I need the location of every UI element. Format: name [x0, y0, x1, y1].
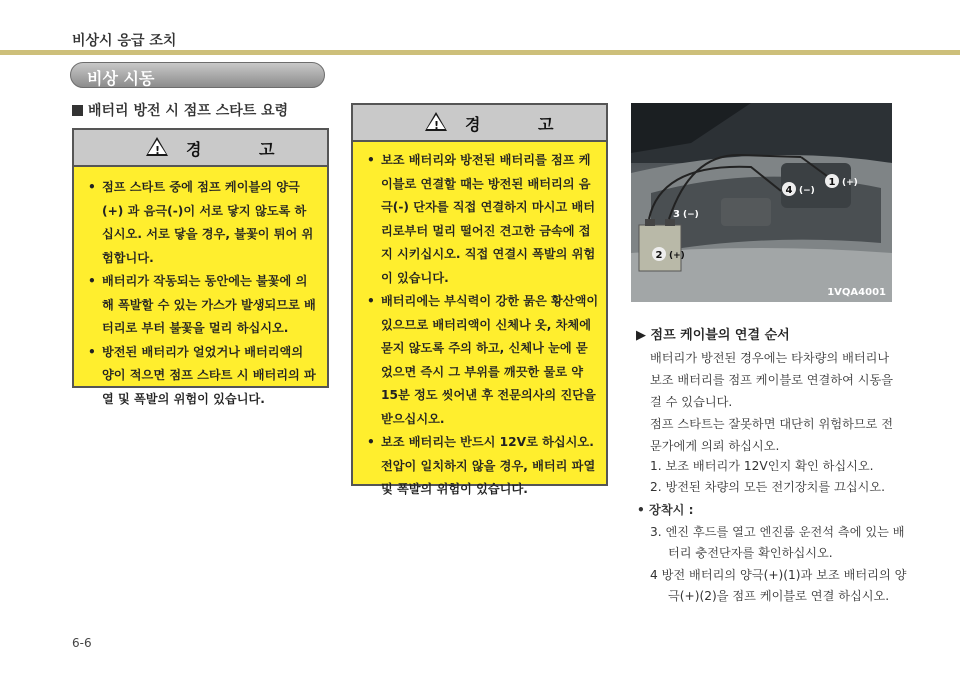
- section-title: 비상 시동: [87, 69, 155, 88]
- warning-triangle-icon: !: [146, 137, 168, 156]
- figure-label-1-sign: (+): [842, 178, 858, 188]
- procedure-title: [636, 324, 790, 343]
- engine-bay-illustration: [631, 103, 892, 302]
- subheading-text: 배터리 방전 시 점프 스타트 요령: [88, 103, 289, 119]
- top-bar-rule: [0, 50, 960, 55]
- figure-label-2-sign: (+): [669, 251, 685, 261]
- figure-label-4-sign: (−): [799, 186, 815, 196]
- step-text: 방전 배터리의 양극(+)(1)과 보조 배터리의 양극(+)(2)을 점프 케이블로 연결 하십시오.: [661, 568, 907, 603]
- list-item: • 방전된 배터리가 얼었거나 배터리액의 양이 적으면 점프 스타트 시 배터리의 파열 및 폭발의 위험이 있습니다.: [88, 341, 318, 412]
- warning-box-2: [351, 103, 608, 496]
- square-bullet-icon: [72, 105, 83, 116]
- step-text: 엔진 후드를 열고 엔진룸 운전석 측에 있는 배터리 충전단자를 확인하십시오.: [665, 525, 905, 560]
- step-1: [650, 456, 900, 477]
- warning-triangle-icon: !: [425, 112, 447, 131]
- jump-start-photo: [631, 103, 892, 302]
- step-2: [650, 477, 900, 498]
- warning-header: [74, 130, 327, 167]
- warning-header: [353, 105, 606, 142]
- step-text: 보조 배터리가 12V인지 확인 하십시오.: [665, 459, 874, 473]
- step-text: 방전된 차량의 모든 전기장치를 끄십시오.: [665, 480, 886, 494]
- figure-label-3-sign: (−): [683, 210, 699, 220]
- procedure-title-text: 점프 케이블의 연결 순서: [650, 328, 790, 343]
- step-number: 2.: [650, 480, 662, 494]
- warning-list-2: [367, 149, 599, 502]
- list-item: • 보조 배터리는 반드시 12V로 하십시오. 전압이 일치하지 않을 경우, 배터리 파열 및 폭발의 위험이 있습니다.: [367, 431, 599, 502]
- warning-list-1: [88, 176, 318, 411]
- chapter-title: 비상시 응급 조치: [72, 33, 177, 49]
- subheading: [72, 100, 288, 120]
- warning-box-1: [72, 128, 329, 406]
- list-item: • 배터리가 작동되는 동안에는 불꽃에 의해 폭발할 수 있는 가스가 발생되므로 배터리로 부터 불꽃을 멀리 하십시오.: [88, 270, 318, 341]
- figure-label-3-number: 3: [673, 209, 680, 220]
- list-item: • 배터리에는 부식력이 강한 묽은 황산액이 있으므로 배터리액이 신체나 옷, 차체에 묻지 않도록 주의 하고, 신체나 눈에 묻었으면 즉시 그 부위를 깨끗한 물로 약 15분 정도 씻어낸 후 전문의사의 진단을 받으십시오.: [367, 290, 599, 431]
- step-number: 4: [650, 568, 658, 582]
- list-item: • 점프 스타트 중에 점프 케이블의 양극(+) 과 음극(-)이 서로 닿지 않도록 하십시오. 서로 닿을 경우, 불꽃이 튀어 위험합니다.: [88, 176, 318, 270]
- step-number: 1.: [650, 459, 662, 473]
- step-number: 3.: [650, 525, 662, 539]
- section-pill: [70, 62, 325, 88]
- step-4: [650, 565, 913, 607]
- procedure-paragraph-2: 점프 스타트는 잘못하면 대단히 위험하므로 전문가에게 의뢰 하십시오.: [650, 417, 894, 453]
- install-label: • 장착시 :: [637, 503, 694, 517]
- figure-label-1-number: 1: [828, 177, 836, 188]
- install-label-text: 장착시 :: [649, 503, 694, 517]
- figure-label-4-number: 4: [785, 185, 793, 196]
- play-arrow-icon: ▶: [636, 328, 651, 343]
- figure-label-2-number: 2: [655, 250, 663, 261]
- list-item: • 보조 배터리와 방전된 배터리를 점프 케이블로 연결할 때는 방전된 배터리의 음극(-) 단자를 직접 연결하지 마시고 배터리로부터 멀리 떨어진 견고한 금속에 접지 시키십시오. 직접 연결시 폭발의 위험이 있습니다.: [367, 149, 599, 290]
- page-number: 6-6: [72, 636, 92, 650]
- warning-title: 경 고: [186, 140, 301, 159]
- figure-code: 1VQA4001: [827, 287, 886, 298]
- warning-title: 경 고: [465, 115, 580, 134]
- step-3: [650, 522, 913, 564]
- procedure-paragraph-1: 배터리가 방전된 경우에는 타차량의 배터리나 보조 배터리를 점프 케이블로 연결하여 시동을 걸 수 있습니다.: [650, 351, 894, 409]
